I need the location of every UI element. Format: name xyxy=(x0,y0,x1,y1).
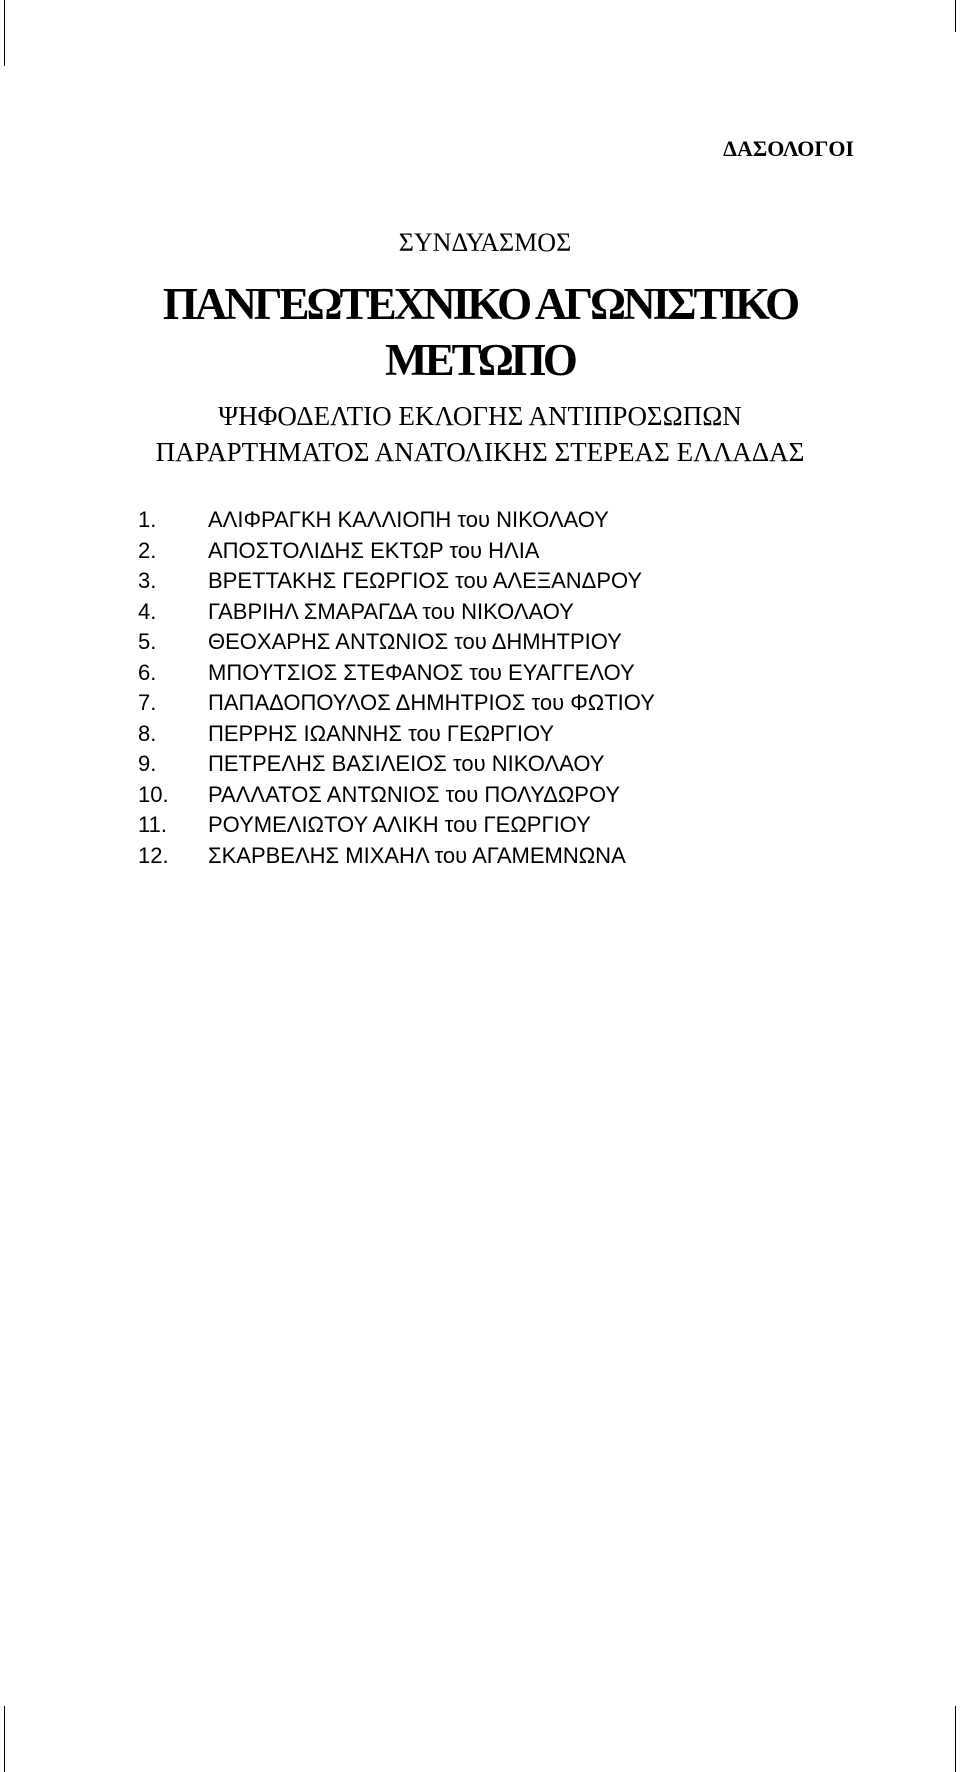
candidate-row xyxy=(138,688,655,719)
candidate-row xyxy=(138,566,655,597)
ballot-title xyxy=(0,398,960,470)
candidate-name: ΠΕΡΡΗΣ ΙΩΑΝΝΗΣ του ΓΕΩΡΓΙΟΥ xyxy=(208,720,555,746)
candidate-number: 11. xyxy=(138,812,167,837)
candidate-row xyxy=(138,536,655,567)
candidate-row xyxy=(138,719,655,750)
candidate-list xyxy=(138,505,655,871)
candidate-row xyxy=(138,505,655,536)
candidate-number: 1. xyxy=(138,507,157,532)
candidate-row xyxy=(138,749,655,780)
candidate-name: ΡΑΛΛΑΤΟΣ ΑΝΤΩΝΙΟΣ του ΠΟΛΥΔΩΡΟΥ xyxy=(208,781,621,807)
candidate-name: ΘΕΟΧΑΡΗΣ ΑΝΤΩΝΙΟΣ του ΔΗΜΗΤΡΙΟΥ xyxy=(208,629,622,654)
coalition-name-line-1: ΠΑΝΓΕΩΤΕΧΝΙΚΟ ΑΓΩΝΙΣΤΙΚΟ xyxy=(162,279,798,329)
candidate-row xyxy=(138,841,655,872)
candidate-name: ΠΑΠΑΔΟΠΟΥΛΟΣ ΔΗΜΗΤΡΙΟΣ του ΦΩΤΙΟΥ xyxy=(208,690,655,715)
candidate-name: ΑΛΙΦΡΑΓΚΗ ΚΑΛΛΙΟΠΗ του ΝΙΚΟΛΑΟΥ xyxy=(208,507,609,532)
candidate-number: 8. xyxy=(138,720,157,746)
candidate-number: 6. xyxy=(138,659,157,685)
crop-mark-bottom-left xyxy=(4,1706,5,1772)
candidate-number: 12. xyxy=(138,842,169,868)
professional-category: ΔΑΣΟΛΟΓΟΙ xyxy=(723,136,854,161)
candidate-number: 4. xyxy=(138,598,157,624)
crop-mark-top-left xyxy=(4,0,5,66)
candidate-name: ΠΕΤΡΕΛΗΣ ΒΑΣΙΛΕΙΟΣ του ΝΙΚΟΛΑΟΥ xyxy=(208,751,605,776)
candidate-name: ΑΠΟΣΤΟΛΙΔΗΣ ΕΚΤΩΡ του ΗΛΙΑ xyxy=(208,537,540,563)
candidate-number: 9. xyxy=(138,751,157,776)
candidate-row xyxy=(138,780,655,811)
candidate-row xyxy=(138,658,655,689)
candidate-name: ΓΑΒΡΙΗΛ ΣΜΑΡΑΓΔΑ του ΝΙΚΟΛΑΟΥ xyxy=(208,598,574,624)
candidate-name: ΣΚΑΡΒΕΛΗΣ ΜΙΧΑΗΛ του ΑΓΑΜΕΜΝΩΝΑ xyxy=(208,842,626,868)
candidate-name: ΒΡΕΤΤΑΚΗΣ ΓΕΩΡΓΙΟΣ του ΑΛΕΞΑΝΔΡΟΥ xyxy=(208,568,643,593)
candidate-number: 3. xyxy=(138,568,157,593)
candidate-row xyxy=(138,597,655,628)
candidate-name: ΡΟΥΜΕΛΙΩΤΟΥ ΑΛΙΚΗ του ΓΕΩΡΓΙΟΥ xyxy=(208,812,591,837)
candidate-number: 10. xyxy=(138,781,169,807)
crop-mark-top-right xyxy=(955,0,956,32)
ballot-title-line-1: ΨΗΦΟΔΕΛΤΙΟ ΕΚΛΟΓΗΣ ΑΝΤΙΠΡΟΣΩΠΩΝ xyxy=(218,401,742,431)
ballot-title-line-2: ΠΑΡΑΡΤΗΜΑΤΟΣ ΑΝΑΤΟΛΙΚΗΣ ΣΤΕΡΕΑΣ ΕΛΛΑΔΑΣ xyxy=(155,437,805,467)
candidate-name: ΜΠΟΥΤΣΙΟΣ ΣΤΕΦΑΝΟΣ του ΕΥΑΓΓΕΛΟΥ xyxy=(208,659,635,685)
coalition-name-line-2: ΜΕΤΩΠΟ xyxy=(385,335,575,385)
candidate-row xyxy=(138,627,655,658)
candidate-number: 2. xyxy=(138,537,157,563)
crop-mark-bottom-right xyxy=(955,1706,956,1772)
candidate-row xyxy=(138,810,655,841)
coalition-name xyxy=(0,276,960,388)
candidate-number: 7. xyxy=(138,690,157,715)
candidate-number: 5. xyxy=(138,629,157,654)
coalition-label: ΣΥΝΔΥΑΣΜΟΣ xyxy=(398,228,572,257)
